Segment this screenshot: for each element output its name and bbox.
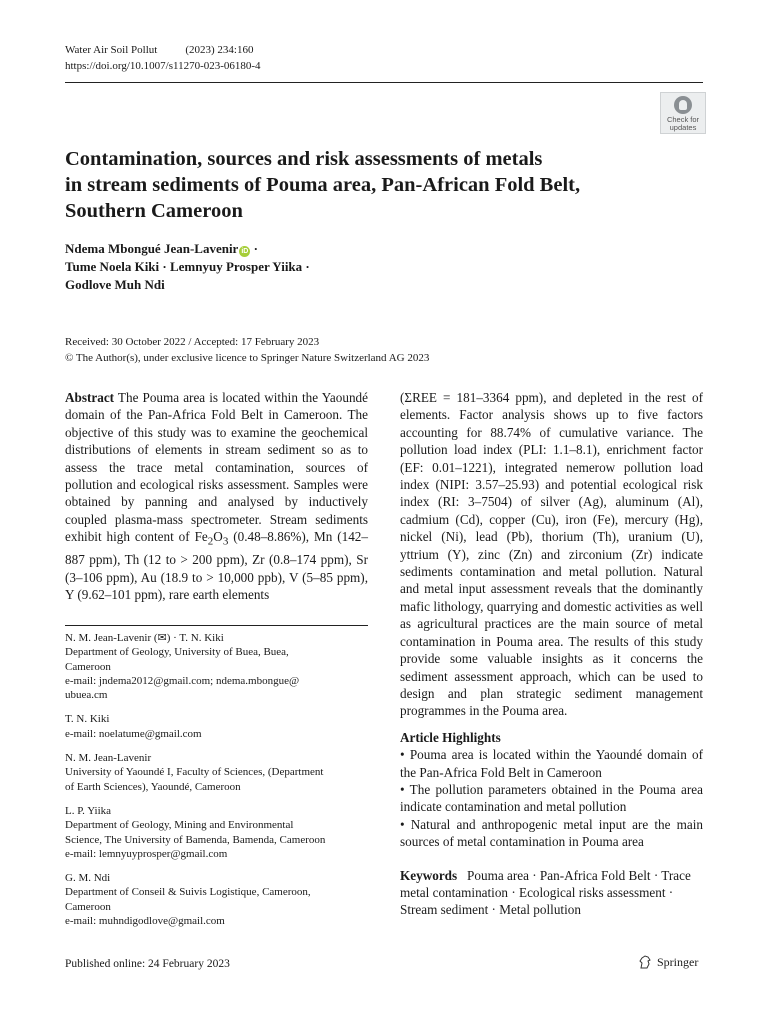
highlight-item: • Pouma area is located within the Yaoundé domain of the Pan-Africa Fold Belt in Cameroon <box>400 747 703 780</box>
copyright: © The Author(s), under exclusive licence to Springer Nature Switzerland AG 2023 <box>65 352 430 364</box>
affiliation-line: Department of Geology, Mining and Environmental <box>65 819 294 832</box>
citation: (2023) 234:160 <box>185 44 254 56</box>
abstract-label: Abstract <box>65 390 115 405</box>
abstract-part-b: O <box>213 529 223 545</box>
doi-link[interactable]: https://doi.org/10.1007/s11270-023-06180-4 <box>65 60 261 72</box>
affiliation-line: Science, The University of Bamenda, Bamenda, Cameroon <box>65 833 326 846</box>
affiliation-block <box>65 871 375 928</box>
published-online: Published online: 24 February 2023 <box>65 958 230 970</box>
affiliation-line: T. N. Kiki <box>65 713 110 726</box>
affiliation-line: Department of Geology, University of Buea, Buea, <box>65 646 289 659</box>
subscript: 2 <box>207 535 214 548</box>
keywords <box>400 867 703 919</box>
title-line-3: Southern Cameroon <box>65 200 243 222</box>
highlight-item: • Natural and anthropogenic metal input are the main sources of metal contamination in Pouma area <box>400 816 703 850</box>
author-list <box>65 240 310 294</box>
affiliation-line: L. P. Yiika <box>65 804 112 817</box>
affiliation-line: Cameroon <box>65 900 111 913</box>
affiliation-block <box>65 751 375 794</box>
check-updates-icon <box>674 96 692 114</box>
footnote-rule <box>65 625 368 626</box>
check-updates-line2: updates <box>669 123 697 132</box>
abstract-text <box>65 389 368 604</box>
affiliation-block <box>65 631 375 702</box>
publisher-logo <box>638 954 698 970</box>
affiliation-line: of Earth Sciences), Yaoundé, Cameroon <box>65 780 241 793</box>
received-accepted: Received: 30 October 2022 / Accepted: 17 February 2023 <box>65 336 320 348</box>
email-link[interactable]: e-mail: lemnyuyprosper@gmail.com <box>65 847 228 860</box>
highlight-item: • The pollution parameters obtained in the Pouma area indicate contamination and metal pollution <box>400 781 703 815</box>
running-header <box>65 42 261 74</box>
abstract-part-a: The Pouma area is located within the Yaoundé domain of the Pan-Africa Fold Belt in Cameroon. The objective of this study was to examine the geochemical distributions of elements in stream sediment so as to assess the trace metal contamination, sources of pollution and ecological risks assessment. Samples were obtained by panning and analysed by inductively coupled plasma-mass spectrometer. Stream sediments exhibit high content of Fe <box>65 390 368 545</box>
email-link[interactable]: e-mail: noelatume@gmail.com <box>65 727 202 740</box>
title-line-2: in stream sediments of Pouma area, Pan-African Fold Belt, <box>65 174 581 196</box>
check-updates-line1: Check for <box>666 115 700 124</box>
affiliation-block <box>65 712 375 741</box>
highlights-heading: Article Highlights <box>400 729 501 745</box>
abstract-continued: (ΣREE = 181–3364 ppm), and depleted in the rest of elements. Factor analysis shows up to five factors accounting for 88.74% of cumulative variance. The pollution load index (PLI: 1.1–8.1), enrichment factor (EF: 0.01–1221), integrated nemerow pollution load index (NIPI: 3.57–25.93) and potential ecological risk index (RI: 3–7504) of silver (Ag), aluminum (Al), cadmium (Cd), copper (Cu), iron (Fe), mercury (Hg), nickel (Ni), lead (Pb), thorium (Th), uranium (U), yttrium (Y), zinc (Zn) and zirconium (Zr) indicate sediments contamination and metal pollution. Natural and metal input assessment reveals that the dominantly mafic lithology, quarrying and domestic activities as well as agricultural practices are the main source of metal contamination in Pouma area. The results of this study provide some valuable insights as it concerns the sediment assessment approach, which can be used to design and plan strategic sediment management programmes in the Pouma area. <box>400 390 703 719</box>
check-for-updates-badge[interactable] <box>660 92 706 134</box>
affiliation-line: N. M. Jean-Lavenir <box>65 752 152 765</box>
affiliation-line: G. M. Ndi <box>65 872 111 885</box>
affiliations <box>65 631 375 938</box>
article-title <box>65 146 665 224</box>
author-separator: · <box>250 241 258 256</box>
affiliation-line: Department of Conseil & Suivis Logistique, Cameroon, <box>65 886 311 899</box>
article-dates <box>65 334 429 366</box>
author-line-3: Godlove Muh Ndi <box>65 277 165 292</box>
subscript: 3 <box>222 535 229 548</box>
email-link[interactable]: ubuea.cm <box>65 689 108 702</box>
keywords-label: Keywords <box>400 867 458 883</box>
affiliation-line: N. M. Jean-Lavenir (✉) · T. N. Kiki <box>65 632 224 644</box>
keywords-text: Pouma area · Pan-Africa Fold Belt · Trace metal contamination · Ecological risks assessment · Stream sediment · Metal pollution <box>400 867 691 918</box>
abstract-part-c: (0.48–8.86%), Mn (142–887 ppm), Th (12 to > 200 ppm), Zr (0.8–174 ppm), Sr (3–106 ppm), Au (18.9 to > 10,000 ppb), V (5–85 ppm), Y (9.62–101 ppm), rare earth elements <box>65 529 368 603</box>
journal-name: Water Air Soil Pollut <box>65 44 158 56</box>
title-line-1: Contamination, sources and risk assessments of metals <box>65 148 543 170</box>
abstract-column-left <box>65 389 368 604</box>
author-name[interactable]: Ndema Mbongué Jean-Lavenir <box>65 241 239 256</box>
header-rule <box>65 82 703 83</box>
publisher-name: Springer <box>657 955 699 969</box>
affiliation-line: Cameroon <box>65 660 111 673</box>
orcid-icon[interactable]: iD <box>241 248 249 255</box>
author-line-2: Tume Noela Kiki · Lemnyuy Prosper Yiika · <box>65 259 310 274</box>
springer-horse-icon <box>638 955 652 969</box>
right-column <box>400 389 703 919</box>
affiliation-line: University of Yaoundé I, Faculty of Sciences, (Department <box>65 766 324 779</box>
email-link[interactable]: e-mail: jndema2012@gmail.com; ndema.mbongue@ <box>65 674 300 687</box>
email-link[interactable]: e-mail: muhndigodlove@gmail.com <box>65 915 225 928</box>
affiliation-block <box>65 804 375 861</box>
